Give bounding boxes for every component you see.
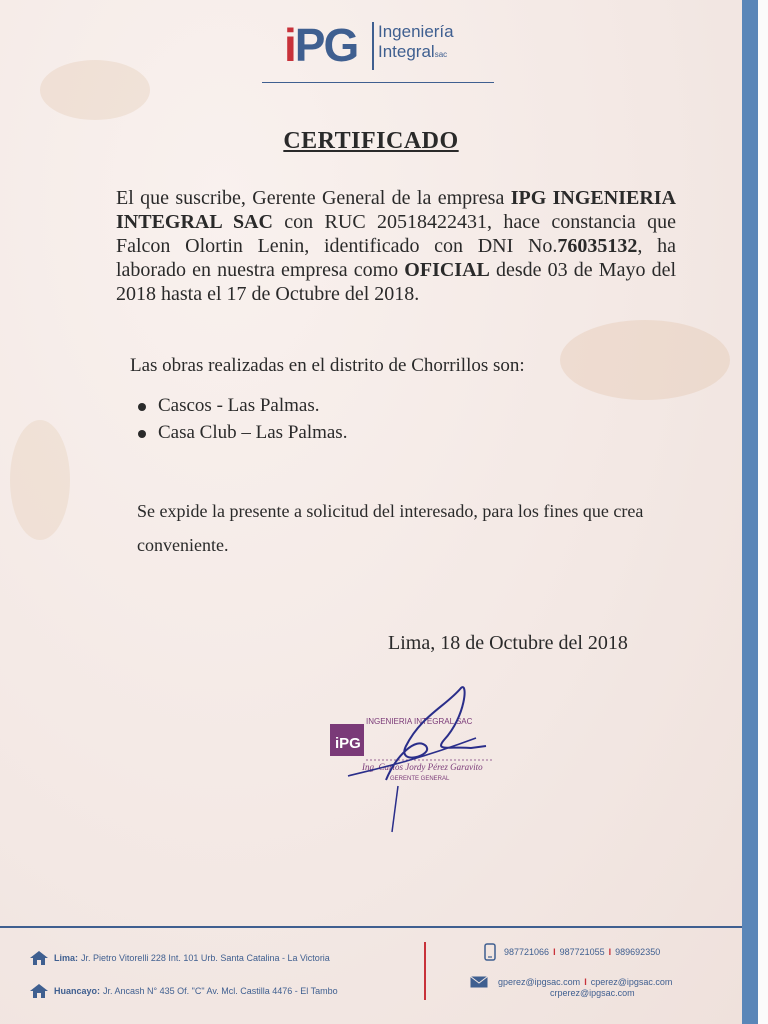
works-intro: Las obras realizadas en el distrito de Chorrillos son: [130,355,525,376]
closing-text: Se expide la presente a solicitud del interesado, para los fines que crea conveniente. [137,501,644,555]
company-logo [284,18,484,76]
footer-address: Jr. Ancash N° 435 Of. "C" Av. Mcl. Castilla 4476 - El Tambo [103,986,338,996]
home-icon [30,984,48,998]
works-list [138,392,347,446]
separator: I [553,947,556,957]
phone-icon [484,943,496,961]
phone-number: 989692350 [615,947,661,957]
footer-divider [424,942,426,1000]
logo-divider [372,22,374,70]
work-label: Casa Club – Las Palmas. [158,422,348,443]
list-item [138,392,347,419]
footer-address: Jr. Pietro Vitorelli 228 Int. 101 Urb. Santa Catalina - La Victoria [81,953,330,963]
signature-stamp [326,676,506,836]
job-title: OFICIAL [404,259,490,281]
logo-line2: Integral [378,42,435,61]
bullet-icon [138,403,146,411]
body-text: desde 03 de Mayo del 2018 hasta el 17 de Octubre del 2018. [116,259,677,305]
logo-pg: PG [294,19,358,71]
home-icon [30,951,48,965]
email-address: cperez@ipgsac.com [590,977,673,987]
body-text: El que suscribe, Gerente General de la empresa [116,187,511,209]
company-name: IPG INGENIERIA INTEGRAL SAC [116,187,676,233]
stamp-role: GERENTE GENERAL [390,776,450,782]
separator: I [584,977,587,987]
phone-number: 987721055 [559,947,605,957]
logo-i: i [284,19,295,71]
email-address: crperez@ipgsac.com [550,988,635,998]
phone-number: 987721066 [504,947,550,957]
footer-rule [0,926,742,928]
scan-edge [742,0,758,1024]
mail-icon [470,976,488,988]
logo-sac: sac [434,50,448,59]
footer-address-lima [30,948,330,968]
footer-label: Lima: [54,953,79,963]
issue-date: Lima, 18 de Octubre del 2018 [388,632,628,654]
body-text: con RUC 20518422431, hace constancia que Falcon Olortin Lenin, identificado con DNI No. [116,211,676,257]
footer-phones [484,943,660,961]
footer-label: Huancayo: [54,986,101,996]
footer-address-huancayo [30,981,338,1001]
paper-stain [560,320,730,400]
footer-emails [470,976,672,998]
stamp-logo-text: iPG [335,735,361,752]
email-address: gperez@ipgsac.com [498,977,581,987]
logo-mark [284,18,357,72]
logo-line1: Ingeniería [378,22,454,41]
certificate-body [116,186,676,306]
stamp-company: INGENIERIA INTEGRAL SAC [366,717,473,726]
list-item [138,419,347,446]
paper-stain [10,420,70,540]
scan-margin [758,0,768,1024]
work-label: Cascos - Las Palmas. [158,395,320,416]
separator: I [608,947,612,957]
signature-tail [392,786,398,832]
paper-stain [40,60,150,120]
dni-number: 76035132 [557,235,638,257]
logo-text [378,22,454,65]
header-rule [262,82,494,83]
document-title: CERTIFICADO [283,128,459,154]
stamp-name: Ing. Carlos Jordy Pérez Garavito [362,762,483,772]
bullet-icon [138,430,146,438]
body-text: , ha laborado en nuestra empresa como [116,235,676,281]
